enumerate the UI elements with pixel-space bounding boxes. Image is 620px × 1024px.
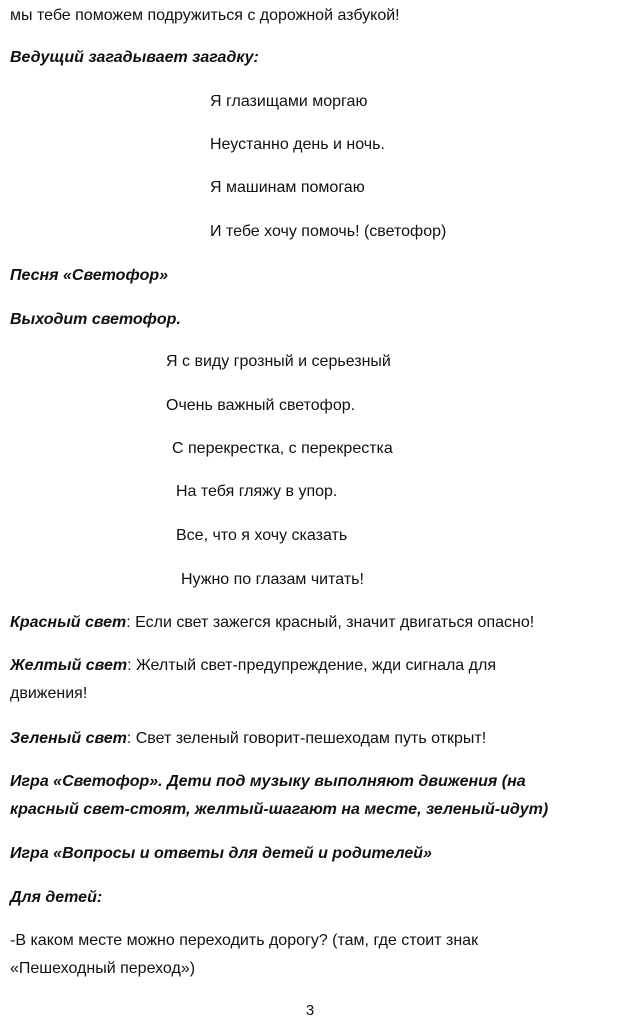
riddle-heading: Ведущий загадывает загадку: bbox=[10, 49, 259, 66]
song-heading: Песня «Светофор» bbox=[10, 267, 169, 284]
red-light-label: Красный свет bbox=[10, 614, 127, 631]
green-light-line bbox=[10, 729, 486, 749]
red-light-line bbox=[10, 613, 534, 633]
riddle-line: Я глазищами моргаю bbox=[210, 93, 368, 110]
poem-line: Очень важный светофор. bbox=[166, 397, 356, 414]
question-line: -В каком месте можно переходить дорогу? (там, где стоит знак bbox=[10, 932, 479, 949]
red-light-text: : Если свет зажегся красный, значит двигаться опасно! bbox=[126, 614, 535, 631]
yellow-light-continuation: движения! bbox=[10, 685, 88, 702]
yellow-light-label: Желтый свет bbox=[10, 657, 128, 674]
enter-heading: Выходит светофор. bbox=[10, 311, 181, 328]
game-svetofor-line: Игра «Светофор». Дети под музыку выполняют движения (на bbox=[10, 773, 526, 790]
poem-line: Нужно по глазам читать! bbox=[181, 571, 364, 588]
page-number: 3 bbox=[305, 1002, 315, 1019]
riddle-line: Я машинам помогаю bbox=[210, 179, 365, 196]
green-light-label: Зеленый свет bbox=[10, 730, 127, 747]
game-svetofor-continuation: красный свет-стоят, желтый-шагают на месте, зеленый-идут) bbox=[10, 801, 549, 818]
kids-heading: Для детей: bbox=[10, 889, 103, 906]
poem-line: Я с виду грозный и серьезный bbox=[166, 353, 391, 370]
question-continuation: «Пешеходный переход») bbox=[10, 960, 196, 977]
poem-line: Все, что я хочу сказать bbox=[176, 527, 348, 544]
poem-line: На тебя гляжу в упор. bbox=[176, 483, 338, 500]
yellow-light-line bbox=[10, 656, 496, 676]
riddle-line: Неустанно день и ночь. bbox=[210, 136, 385, 153]
riddle-line: И тебе хочу помочь! (светофор) bbox=[210, 223, 447, 240]
green-light-text: : Свет зеленый говорит-пешеходам путь открыт! bbox=[126, 730, 487, 747]
poem-line: С перекрестка, с перекрестка bbox=[172, 440, 393, 457]
game-questions-heading: Игра «Вопросы и ответы для детей и родителей» bbox=[10, 845, 432, 862]
yellow-light-text: : Желтый свет-предупреждение, жди сигнала для bbox=[127, 657, 496, 674]
intro-line: мы тебе поможем подружиться с дорожной азбукой! bbox=[10, 7, 400, 24]
